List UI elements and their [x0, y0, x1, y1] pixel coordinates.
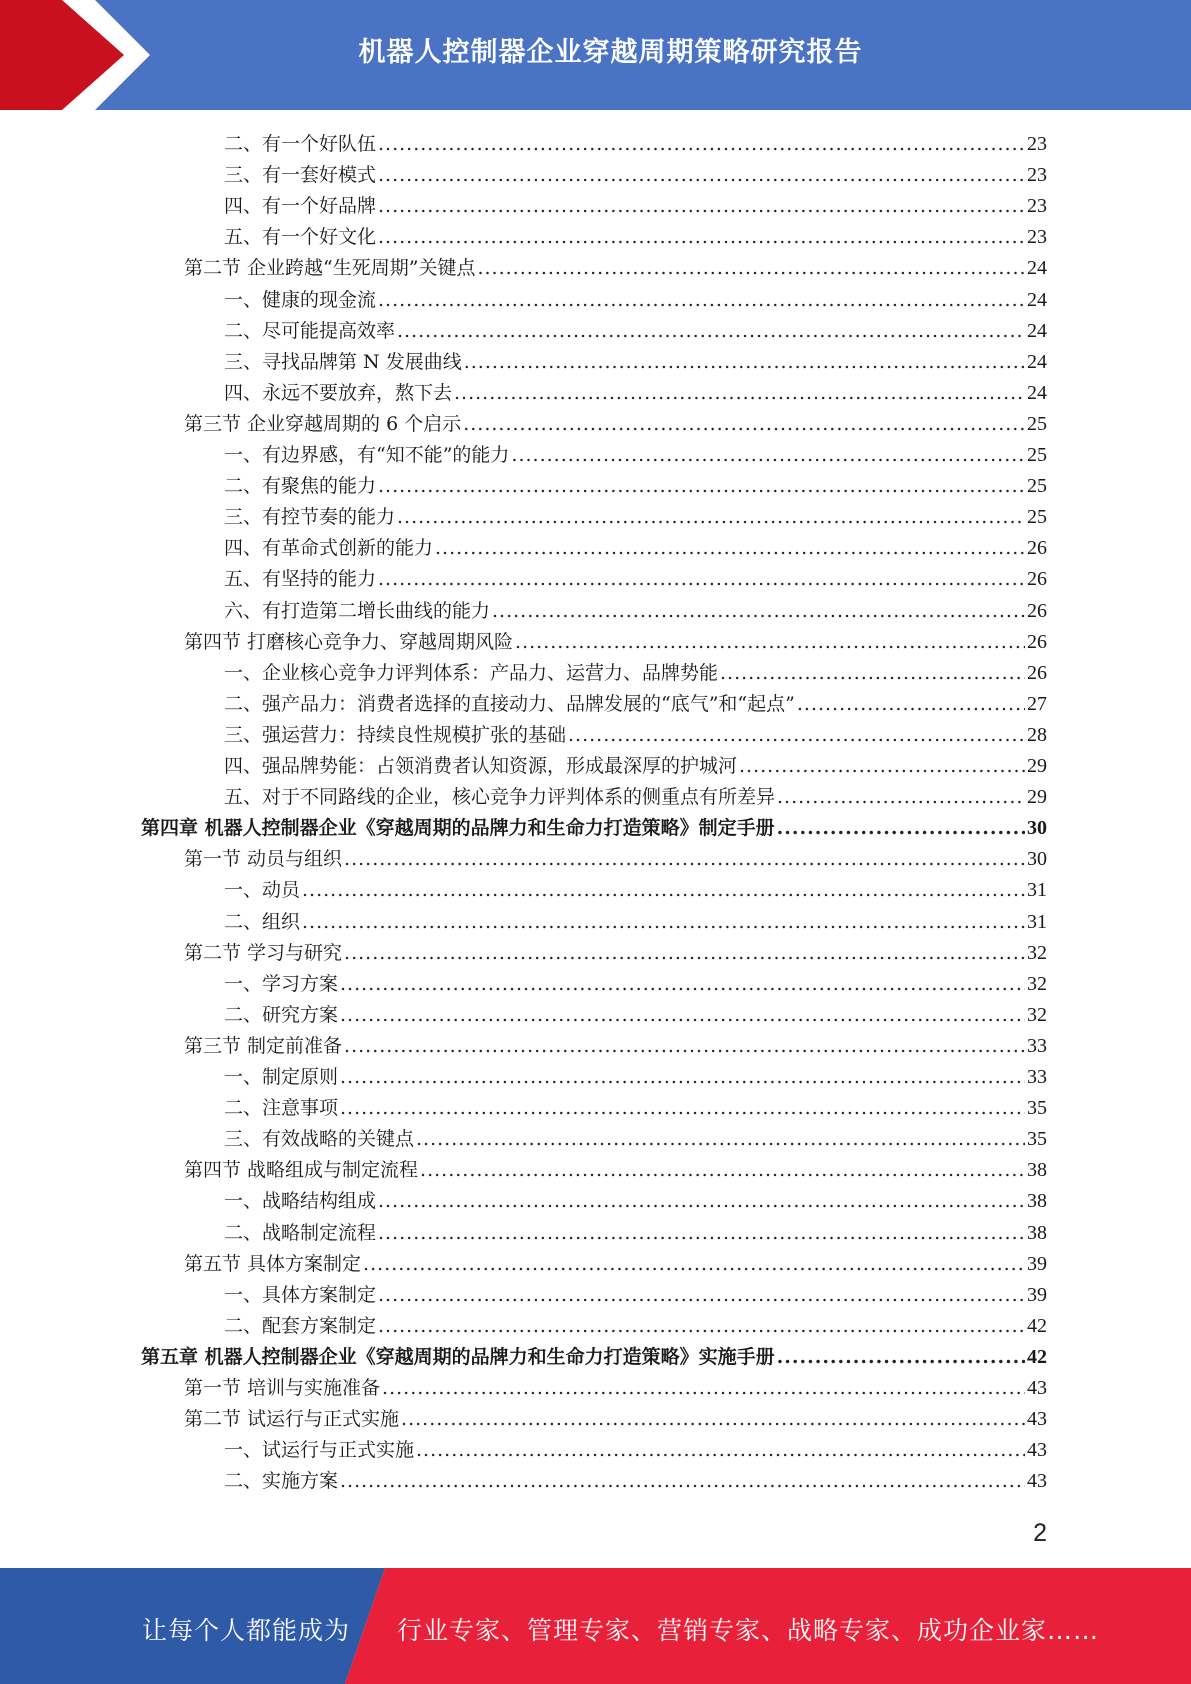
toc-dot-leader: [416, 1124, 1025, 1155]
toc-dot-leader: [777, 813, 1025, 844]
toc-entry-page: 43: [1027, 1439, 1047, 1462]
toc-entry-page: 42: [1027, 1345, 1047, 1368]
toc-entry-label: 一、有边界感，有“知不能”的能力: [224, 444, 510, 466]
toc-subsection-entry[interactable]: [224, 907, 1047, 938]
toc-entry-page: 26: [1027, 568, 1047, 591]
toc-dot-leader: [340, 969, 1025, 1000]
toc-entry-label: 二、强产品力：消费者选择的直接动力、品牌发展的“底气”和“起点”: [224, 692, 795, 715]
toc-entry-label: 第三节 企业穿越周期的 6 个启示: [184, 412, 462, 435]
toc-subsection-entry[interactable]: [224, 1280, 1047, 1311]
toc-entry-page: 33: [1027, 1034, 1047, 1057]
toc-chapter-entry[interactable]: [141, 813, 1047, 844]
toc-entry-page: 38: [1027, 1221, 1047, 1244]
toc-entry-page: 30: [1027, 848, 1047, 871]
toc-dot-leader: [397, 316, 1025, 347]
toc-entry-label: 第三节 制定前准备: [184, 1034, 343, 1057]
toc-subsection-entry[interactable]: [224, 222, 1047, 253]
toc-entry-page: 24: [1027, 288, 1047, 311]
toc-subsection-entry[interactable]: [224, 720, 1047, 751]
page-header: [0, 0, 1191, 110]
footer-slogan-left: 让每个人都能成为: [142, 1616, 351, 1645]
toc-dot-leader: [378, 1218, 1025, 1249]
toc-entry-label: 一、健康的现金流: [224, 288, 377, 311]
toc-dot-leader: [382, 1373, 1025, 1404]
toc-entry-page: 23: [1027, 195, 1047, 218]
toc-section-entry[interactable]: [184, 1373, 1047, 1404]
toc-entry-label: 四、永远不要放弃，熬下去: [224, 381, 453, 404]
toc-entry-page: 30: [1027, 817, 1047, 840]
toc-subsection-entry[interactable]: [224, 316, 1047, 347]
toc-dot-leader: [378, 564, 1025, 595]
toc-dot-leader: [378, 1186, 1025, 1217]
toc-entry-label: 二、注意事项: [224, 1097, 339, 1120]
toc-subsection-entry[interactable]: [224, 689, 1047, 720]
toc-subsection-entry[interactable]: [224, 1311, 1047, 1342]
toc-entry-label: 三、强运营力：持续良性规模扩张的基础: [224, 723, 567, 746]
footer-slogan-right: 行业专家、管理专家、营销专家、战略专家、成功企业家……: [397, 1616, 1100, 1645]
toc-chapter-entry[interactable]: [141, 1342, 1047, 1373]
toc-entry-page: 32: [1027, 941, 1047, 964]
toc-entry-label: 第二节 企业跨越“生死周期”关键点: [184, 257, 476, 280]
toc-subsection-entry[interactable]: [224, 875, 1047, 906]
toc-section-entry[interactable]: [184, 409, 1047, 440]
toc-entry-page: 35: [1027, 1097, 1047, 1120]
toc-entry-label: 二、实施方案: [224, 1470, 339, 1493]
toc-dot-leader: [464, 347, 1025, 378]
toc-dot-leader: [340, 1093, 1025, 1124]
toc-entry-label: 第四章 机器人控制器企业《穿越周期的品牌力和生命力打造策略》制定手册: [141, 817, 775, 840]
toc-subsection-entry[interactable]: [224, 347, 1047, 378]
toc-dot-leader: [777, 782, 1025, 813]
toc-dot-leader: [340, 1000, 1025, 1031]
toc-entry-page: 29: [1027, 755, 1047, 777]
toc-dot-leader: [340, 1062, 1025, 1093]
toc-entry-page: 43: [1027, 1377, 1047, 1399]
toc-dot-leader: [302, 875, 1025, 906]
toc-entry-page: 32: [1027, 1003, 1047, 1026]
toc-subsection-entry[interactable]: [224, 1000, 1047, 1031]
toc-dot-leader: [416, 1435, 1025, 1466]
toc-entry-page: 38: [1027, 1159, 1047, 1182]
toc-entry-page: 26: [1027, 537, 1047, 560]
toc-dot-leader: [378, 1280, 1025, 1311]
toc-entry-label: 一、制定原则: [224, 1066, 339, 1088]
toc-entry-page: 39: [1027, 1283, 1047, 1306]
toc-dot-leader: [515, 627, 1025, 658]
toc-dot-leader: [378, 160, 1025, 191]
toc-entry-page: 39: [1027, 1252, 1047, 1275]
toc-entry-page: 25: [1027, 506, 1047, 529]
toc-entry-page: 35: [1027, 1128, 1047, 1151]
toc-dot-leader: [420, 1155, 1025, 1186]
toc-dot-leader: [378, 1311, 1025, 1342]
toc-dot-leader: [378, 285, 1025, 316]
toc-entry-page: 24: [1027, 381, 1047, 404]
toc-entry-label: 四、有革命式创新的能力: [224, 537, 434, 560]
toc-entry-label: 第四节 战略组成与制定流程: [184, 1159, 419, 1182]
toc-entry-page: 43: [1027, 1408, 1047, 1431]
toc-entry-label: 二、有聚焦的能力: [224, 475, 377, 498]
toc-entry-label: 二、尽可能提高效率: [224, 319, 396, 342]
toc-subsection-entry[interactable]: [224, 1466, 1047, 1497]
toc-entry-label: 二、配套方案制定: [224, 1314, 377, 1337]
toc-dot-leader: [568, 720, 1025, 751]
report-title: 机器人控制器企业穿越周期策略研究报告: [358, 37, 863, 68]
toc-entry-label: 三、有效战略的关键点: [224, 1128, 415, 1151]
toc-dot-leader: [378, 222, 1025, 253]
toc-dot-leader: [363, 1249, 1025, 1280]
toc-entry-page: 23: [1027, 133, 1047, 155]
toc-entry-page: 25: [1027, 444, 1047, 466]
toc-section-entry[interactable]: [184, 1031, 1047, 1062]
toc-entry-page: 24: [1027, 319, 1047, 342]
toc-entry-page: 23: [1027, 226, 1047, 249]
toc-subsection-entry[interactable]: [224, 658, 1047, 689]
toc-subsection-entry[interactable]: [224, 502, 1047, 533]
toc-entry-label: 三、寻找品牌第 N 发展曲线: [224, 350, 462, 373]
toc-entry-label: 一、企业核心竞争力评判体系：产品力、运营力、品牌势能: [224, 661, 719, 684]
toc-subsection-entry[interactable]: [224, 440, 1047, 471]
toc-entry-label: 四、强品牌势能：占领消费者认知资源，形成最深厚的护城河: [224, 755, 738, 777]
toc-entry-page: 27: [1027, 692, 1047, 715]
toc-subsection-entry[interactable]: [224, 471, 1047, 502]
toc-section-entry[interactable]: [184, 1404, 1047, 1435]
toc-entry-page: 26: [1027, 630, 1047, 653]
toc-entry-label: 五、有一个好文化: [224, 226, 377, 249]
toc-dot-leader: [720, 658, 1025, 689]
toc-section-entry[interactable]: [184, 1249, 1047, 1280]
toc-dot-leader: [511, 440, 1025, 471]
toc-subsection-entry[interactable]: [224, 564, 1047, 595]
toc-subsection-entry[interactable]: [224, 160, 1047, 191]
toc-entry-page: 31: [1027, 879, 1047, 902]
toc-entry-label: 二、组织: [224, 910, 301, 933]
toc-entry-page: 33: [1027, 1066, 1047, 1088]
toc-dot-leader: [340, 1466, 1025, 1497]
toc-entry-label: 一、具体方案制定: [224, 1283, 377, 1306]
toc-entry-page: 38: [1027, 1190, 1047, 1213]
toc-dot-leader: [344, 1031, 1025, 1062]
toc-entry-page: 42: [1027, 1314, 1047, 1337]
page-number: 2: [1033, 1519, 1047, 1547]
toc-dot-leader: [344, 938, 1025, 969]
toc-entry-page: 24: [1027, 257, 1047, 280]
toc-section-entry[interactable]: [184, 1155, 1047, 1186]
toc-dot-leader: [302, 907, 1025, 938]
page-footer: [0, 1568, 1191, 1684]
toc-entry-label: 二、有一个好队伍: [224, 133, 377, 155]
toc-subsection-entry[interactable]: [224, 191, 1047, 222]
toc-entry-page: 26: [1027, 661, 1047, 684]
toc-dot-leader: [777, 1342, 1025, 1373]
toc-entry-label: 第五章 机器人控制器企业《穿越周期的品牌力和生命力打造策略》实施手册: [141, 1345, 775, 1368]
toc-dot-leader: [435, 533, 1025, 564]
toc-dot-leader: [378, 191, 1025, 222]
toc-subsection-entry[interactable]: [224, 782, 1047, 813]
toc-subsection-entry[interactable]: [224, 1062, 1047, 1093]
toc-section-entry[interactable]: [184, 253, 1047, 284]
toc-dot-leader: [739, 751, 1025, 782]
toc-entry-label: 五、有坚持的能力: [224, 568, 377, 591]
toc-entry-label: 一、战略结构组成: [224, 1190, 377, 1213]
toc-entry-page: 24: [1027, 350, 1047, 373]
toc-dot-leader: [344, 844, 1025, 875]
toc-entry-label: 第二节 学习与研究: [184, 941, 343, 964]
toc-dot-leader: [454, 378, 1025, 409]
toc-dot-leader: [397, 502, 1025, 533]
toc-entry-label: 五、对于不同路线的企业，核心竞争力评判体系的侧重点有所差异: [224, 786, 776, 809]
toc-entry-page: 32: [1027, 972, 1047, 995]
toc-entry-label: 一、学习方案: [224, 972, 339, 995]
toc-entry-label: 第一节 动员与组织: [184, 848, 343, 871]
toc-entry-label: 三、有控节奏的能力: [224, 506, 396, 529]
toc-entry-label: 第五节 具体方案制定: [184, 1252, 362, 1275]
toc-entry-label: 一、试运行与正式实施: [224, 1439, 415, 1462]
toc-subsection-entry[interactable]: [224, 1435, 1047, 1466]
toc-entry-label: 二、研究方案: [224, 1003, 339, 1026]
toc-entry-label: 四、有一个好品牌: [224, 195, 377, 218]
toc-subsection-entry[interactable]: [224, 378, 1047, 409]
toc-entry-page: 29: [1027, 786, 1047, 809]
toc-subsection-entry[interactable]: [224, 596, 1047, 627]
toc-entry-page: 23: [1027, 164, 1047, 187]
toc-entry-label: 二、战略制定流程: [224, 1221, 377, 1244]
toc-section-entry[interactable]: [184, 844, 1047, 875]
toc-entry-page: 26: [1027, 599, 1047, 622]
toc-section-entry[interactable]: [184, 938, 1047, 969]
toc-subsection-entry[interactable]: [224, 285, 1047, 316]
toc-entry-page: 31: [1027, 910, 1047, 933]
toc-entry-page: 28: [1027, 723, 1047, 746]
toc-dot-leader: [492, 596, 1025, 627]
toc-dot-leader: [401, 1404, 1025, 1435]
toc-entry-label: 六、有打造第二增长曲线的能力: [224, 599, 491, 622]
toc-dot-leader: [463, 409, 1025, 440]
toc-dot-leader: [378, 129, 1025, 160]
toc-entry-page: 25: [1027, 475, 1047, 498]
toc-subsection-entry[interactable]: [224, 533, 1047, 564]
toc-entry-label: 第二节 试运行与正式实施: [184, 1408, 400, 1431]
toc-dot-leader: [378, 471, 1025, 502]
toc-subsection-entry[interactable]: [224, 751, 1047, 782]
toc-entry-label: 第四节 打磨核心竞争力、穿越周期风险: [184, 630, 514, 653]
toc-entry-page: 25: [1027, 412, 1047, 435]
toc-entry-page: 43: [1027, 1470, 1047, 1493]
toc-dot-leader: [477, 253, 1025, 284]
toc-entry-label: 一、动员: [224, 879, 301, 902]
toc-subsection-entry[interactable]: [224, 1218, 1047, 1249]
toc-entry-label: 第一节 培训与实施准备: [184, 1377, 381, 1399]
toc-subsection-entry[interactable]: [224, 1093, 1047, 1124]
toc-section-entry[interactable]: [184, 627, 1047, 658]
toc-entry-label: 三、有一套好模式: [224, 164, 377, 187]
toc-subsection-entry[interactable]: [224, 969, 1047, 1000]
toc-dot-leader: [797, 689, 1025, 720]
toc-subsection-entry[interactable]: [224, 1186, 1047, 1217]
toc-subsection-entry[interactable]: [224, 1124, 1047, 1155]
toc-subsection-entry[interactable]: [224, 129, 1047, 160]
